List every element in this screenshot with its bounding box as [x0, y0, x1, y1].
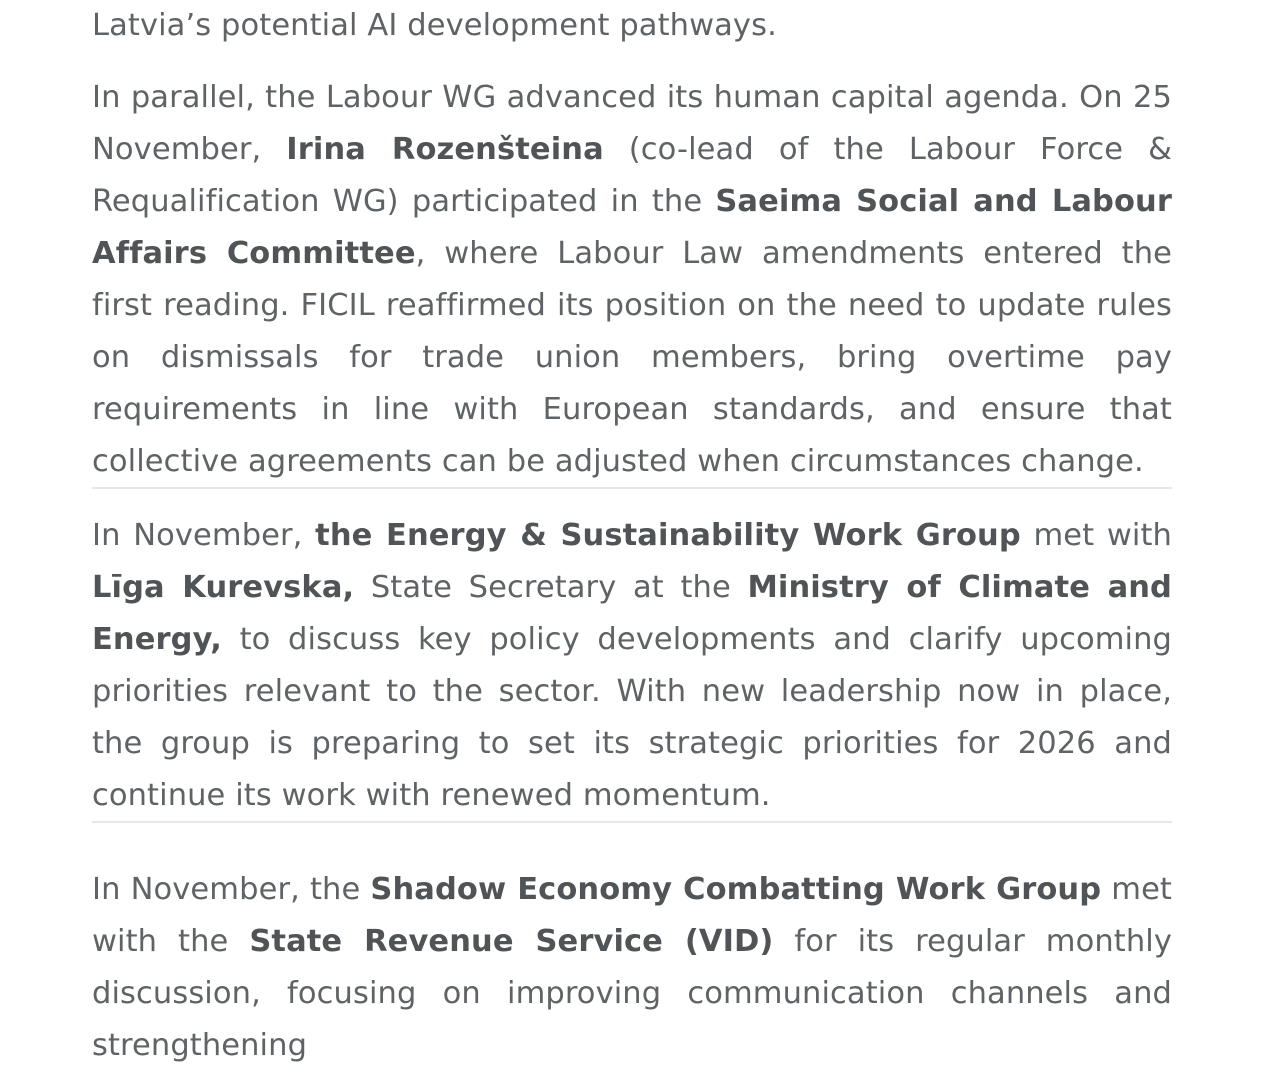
bold-work-group-name: the Energy & Sustainability Work Group — [315, 518, 1021, 553]
text-run: to discuss key policy developments and clarify upcoming priorities relevant to the sector. With new leadership now in place, the group is preparing to set its strategic priorities for 2026 and continue its work with renewed momentum. — [92, 622, 1172, 813]
bold-person-name: Irina Rozenšteina — [286, 132, 604, 167]
text-run: In November, — [92, 518, 316, 553]
paragraph-labour-wg — [92, 72, 1172, 488]
bold-person-name: Līga Kurevska, — [92, 570, 355, 605]
bold-work-group-name: Shadow Economy Combatting Work Group — [370, 872, 1102, 907]
section-divider — [92, 487, 1172, 489]
text-run: met with the — [92, 872, 1172, 959]
text-run: for its regular monthly discussion, focusing on improving communication channels and strengthening — [92, 924, 1173, 1063]
bold-ministry-name: Ministry of Climate and Energy, — [92, 570, 1172, 657]
text-run: State Secretary at the — [354, 570, 748, 605]
text-run: , where Labour Law amendments entered the first reading. FICIL reaffirmed its position on the need to update rules on dismissals for trade union members, bring overtime pay requirements in line with European standards, and ensure that collective agreements can be adjusted when circumstances change. — [92, 236, 1172, 479]
section-divider — [92, 821, 1172, 823]
paragraph-energy-wg — [92, 510, 1172, 822]
paragraph-shadow-economy-wg — [92, 864, 1172, 1072]
text-run: Latvia’s potential AI development pathways. — [92, 8, 777, 43]
paragraph-ai-pathways-tail — [92, 0, 1172, 52]
text-run: In November, the — [92, 872, 371, 907]
bold-agency-name: State Revenue Service (VID) — [249, 924, 774, 959]
text-run: met with — [1020, 518, 1172, 553]
text-run: In parallel, the Labour WG advanced its human capital agenda. On 25 November, — [92, 80, 1172, 167]
text-run: (co-lead of the Labour Force & Requalification WG) participated in the — [92, 132, 1172, 219]
bold-committee-name: Saeima Social and Labour Affairs Committee — [92, 184, 1172, 271]
